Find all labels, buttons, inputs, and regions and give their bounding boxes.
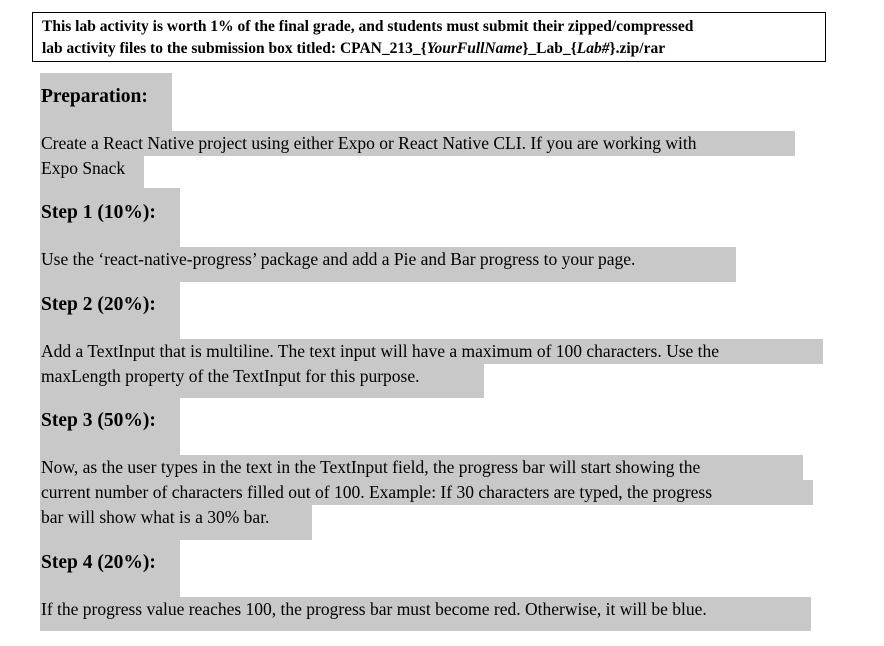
section-heading-preparation: Preparation: (41, 86, 148, 107)
paragraph-line: maxLength property of the TextInput for this purpose. (41, 366, 420, 386)
section-heading-step-2: Step 2 (20%): (41, 294, 156, 315)
notice-placeholder-full-name: YourFullName (426, 40, 523, 57)
paragraph-line: Create a React Native project using either Expo or React Native CLI. If you are working with (41, 133, 697, 153)
paragraph-line: Expo Snack (41, 158, 126, 178)
paragraph-line: If the progress value reaches 100, the progress bar must become red. Otherwise, it will be blue. (41, 599, 707, 619)
paragraph-line: bar will show what is a 30% bar. (41, 507, 270, 527)
notice-line-2-middle: }_Lab_{ (522, 40, 577, 57)
paragraph-line: Use the ‘react-native-progress’ package and add a Pie and Bar progress to your page. (41, 249, 636, 269)
paragraph-line: Now, as the user types in the text in the TextInput field, the progress bar will start showing the (41, 457, 701, 477)
section-heading-step-4: Step 4 (20%): (41, 552, 156, 573)
notice-line-1: This lab activity is worth 1% of the final grade, and students must submit their zipped/compressed (42, 18, 694, 35)
notice-line-2-prefix: lab activity files to the submission box titled: CPAN_213_{ (42, 40, 427, 57)
notice-line-2-suffix: }.zip/rar (609, 40, 666, 57)
section-heading-step-3: Step 3 (50%): (41, 410, 156, 431)
section-heading-step-1: Step 1 (10%): (41, 202, 156, 223)
notice-placeholder-lab-number: Lab# (576, 40, 610, 57)
paragraph-line: Add a TextInput that is multiline. The text input will have a maximum of 100 characters. Use the (41, 341, 720, 361)
paragraph-line: current number of characters filled out of 100. Example: If 30 characters are typed, the progress (41, 482, 713, 502)
